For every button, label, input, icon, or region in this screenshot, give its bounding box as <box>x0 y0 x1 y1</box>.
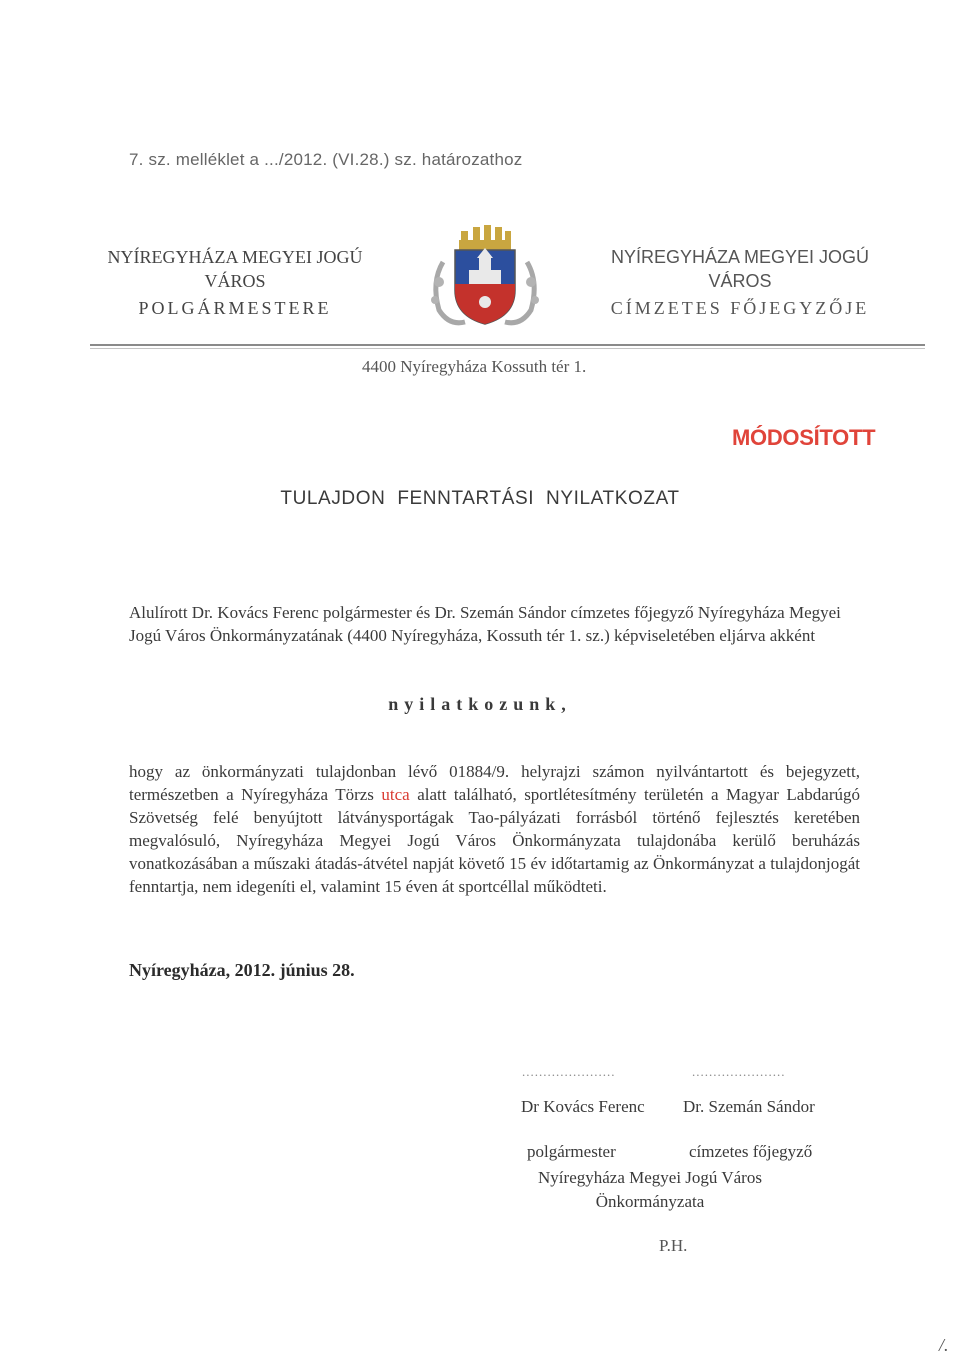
intro-paragraph: Alulírott Dr. Kovács Ferenc polgármester és Dr. Szemán Sándor címzetes főjegyző Nyíregyháza Megyei Jogú Város Önkormányzatának (4400 Nyíregyháza, Kossuth tér 1. sz.) képviseletében eljárva akként <box>129 603 841 645</box>
city-crest-emblem <box>425 222 545 332</box>
page-mark: /. <box>939 1335 949 1355</box>
signature-line-left: ...................... <box>522 1064 616 1079</box>
organization-block <box>490 1166 810 1214</box>
header-left-line1: NYÍREGYHÁZA MEGYEI JOGÚ <box>107 247 363 267</box>
office-address: 4400 Nyíregyháza Kossuth tér 1. <box>362 357 587 376</box>
header-left-line2: VÁROS <box>204 271 266 291</box>
highlighted-word: utca <box>381 785 410 804</box>
declaration-word: nyilatkozunk, <box>388 694 572 714</box>
header-left-line3: POLGÁRMESTERE <box>138 298 332 318</box>
main-paragraph <box>129 760 860 898</box>
organization-line1: Nyíregyháza Megyei Jogú Város <box>538 1168 762 1187</box>
signatory-title-mayor: polgármester <box>527 1142 616 1161</box>
organization-line2: Önkormányzata <box>595 1192 705 1211</box>
signatory-name-notary: Dr. Szemán Sándor <box>683 1097 815 1116</box>
signatory-title-notary: címzetes főjegyző <box>689 1142 813 1161</box>
place-date: Nyíregyháza, 2012. június 28. <box>129 960 355 980</box>
signature-line-right: ...................... <box>692 1064 786 1079</box>
signatory-name-mayor: Dr Kovács Ferenc <box>521 1097 645 1116</box>
document-title: TULAJDON FENNTARTÁSI NYILATKOZAT <box>280 488 680 509</box>
header-divider-thin <box>90 348 925 349</box>
header-divider <box>90 344 925 346</box>
header-right-line1: NYÍREGYHÁZA MEGYEI JOGÚ <box>610 247 870 267</box>
annex-reference: 7. sz. melléklet a .../2012. (VI.28.) sz. határozathoz <box>129 150 523 169</box>
header-right-line2: VÁROS <box>708 271 772 291</box>
main-paragraph-part1: hogy az önkormányzati tulajdonban lévő 01884/9. helyrajzi számon nyilvántartott és bejegyzett, természetben a Nyíregyháza Törzs <box>129 762 860 804</box>
modified-stamp: MÓDOSÍTOTT <box>732 425 876 450</box>
header-right-line3: CÍMZETES FŐJEGYZŐJE <box>610 298 870 318</box>
main-paragraph-part2: alatt található, sportlétesítmény területén a Magyar Labdarúgó Szövetség felé benyújtott látványsportágak Tao-pályázati forrásból történő fejlesztés keretében megvalósuló, Nyíregyháza Megyei Jogú Város Önkormányzata tulajdonába kerülő beruházás vonatkozásában a műszaki átadás-átvétel napját követő 15 év időtartamig az Önkormányzat a tulajdonjogát fenntartja, nem idegeníti el, valamint 15 éven át sportcéllal működteti. <box>129 785 860 896</box>
seal-placeholder: P.H. <box>659 1236 688 1255</box>
